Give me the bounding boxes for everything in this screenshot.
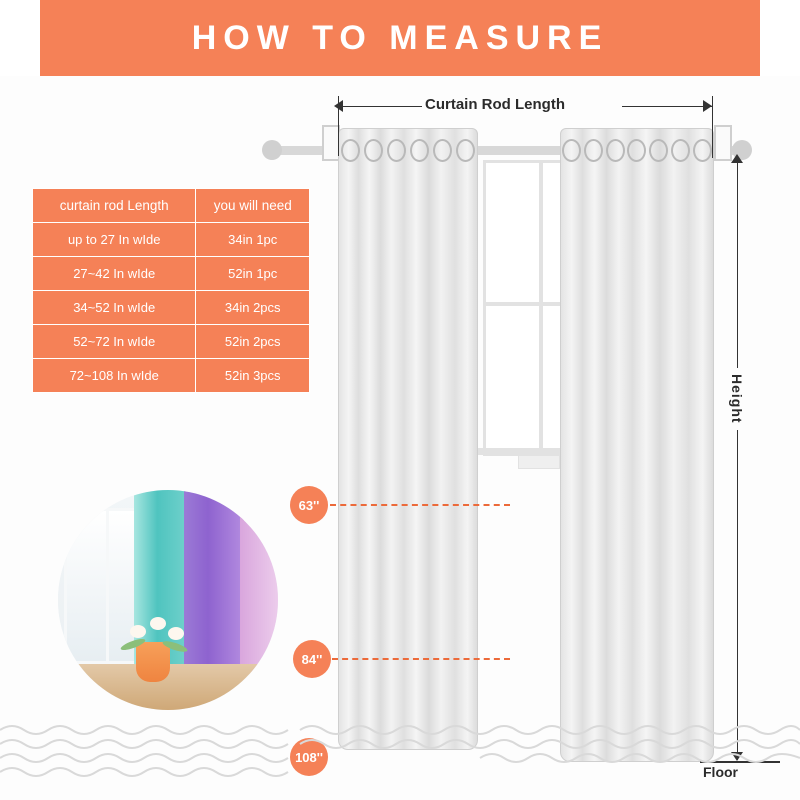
size-chart-table (32, 188, 310, 393)
dimension-tick-right (712, 96, 713, 158)
page-title: HOW TO MEASURE (191, 18, 609, 57)
table-cell-needed: 52in 1pc (196, 257, 310, 291)
table-cell-rod-length: 72~108 In wIde (33, 359, 196, 393)
table-header-row (33, 189, 310, 223)
living-room-curtain-photo (58, 490, 278, 710)
grommet-icon (456, 139, 475, 162)
table-header-rod-length: curtain rod Length (33, 189, 196, 223)
photo-curtain-pink (240, 490, 278, 672)
grommet-icon (606, 139, 625, 162)
table-row (33, 291, 310, 325)
rod-finial-left-icon (262, 140, 282, 160)
floor-label: Floor (703, 764, 738, 780)
marker-63: 63'' (290, 486, 328, 524)
photo-curtain-purple (184, 490, 244, 670)
table-cell-rod-length: 34~52 In wIde (33, 291, 196, 325)
photo-vase (136, 642, 170, 682)
table-cell-rod-length: up to 27 In wIde (33, 223, 196, 257)
table-cell-rod-length: 52~72 In wIde (33, 325, 196, 359)
grommet-icon (584, 139, 603, 162)
height-line-top (737, 160, 738, 368)
table-cell-rod-length: 27~42 In wIde (33, 257, 196, 291)
arrow-up-icon (731, 154, 743, 163)
curtain-rod-length-label: Curtain Rod Length (425, 96, 565, 113)
grommet-icon (671, 139, 690, 162)
photo-flower (168, 627, 184, 640)
table-cell-needed: 52in 3pcs (196, 359, 310, 393)
table-row (33, 257, 310, 291)
grommet-icon (627, 139, 646, 162)
banner-corner-left (0, 0, 40, 76)
height-label: Height (729, 374, 745, 424)
grommet-icon (562, 139, 581, 162)
height-line-bottom (737, 430, 738, 760)
table-header-you-need: you will need (196, 189, 310, 223)
arrow-right-icon (703, 100, 712, 112)
table-cell-needed: 34in 2pcs (196, 291, 310, 325)
window-sill-support (518, 455, 560, 469)
table-row (33, 223, 310, 257)
table-row (33, 359, 310, 393)
dimension-line-left (338, 106, 422, 107)
grommet-icon (410, 139, 429, 162)
table-row (33, 325, 310, 359)
dashed-line-63 (330, 504, 510, 506)
grommet-icon (341, 139, 360, 162)
photo-flower (150, 617, 166, 630)
table-cell-needed: 34in 1pc (196, 223, 310, 257)
grommet-row-right (561, 139, 713, 161)
grommet-icon (433, 139, 452, 162)
dimension-tick-left (338, 96, 339, 156)
banner-corner-right (760, 0, 800, 76)
grommet-icon (693, 139, 712, 162)
header-banner (0, 0, 800, 76)
marker-108: 108'' (290, 738, 328, 776)
grommet-icon (649, 139, 668, 162)
rod-bracket-right (714, 125, 732, 161)
grommet-row-left (339, 139, 477, 161)
marker-84: 84'' (293, 640, 331, 678)
grommet-icon (364, 139, 383, 162)
table-cell-needed: 52in 2pcs (196, 325, 310, 359)
window-mullion-vertical (539, 163, 543, 453)
curtain-panel-right (560, 128, 714, 762)
dashed-line-84 (332, 658, 510, 660)
curtain-panel-left (338, 128, 478, 750)
floor-wave-pattern (0, 722, 800, 782)
photo-flower (130, 625, 146, 638)
dimension-line-right (622, 106, 712, 107)
grommet-icon (387, 139, 406, 162)
